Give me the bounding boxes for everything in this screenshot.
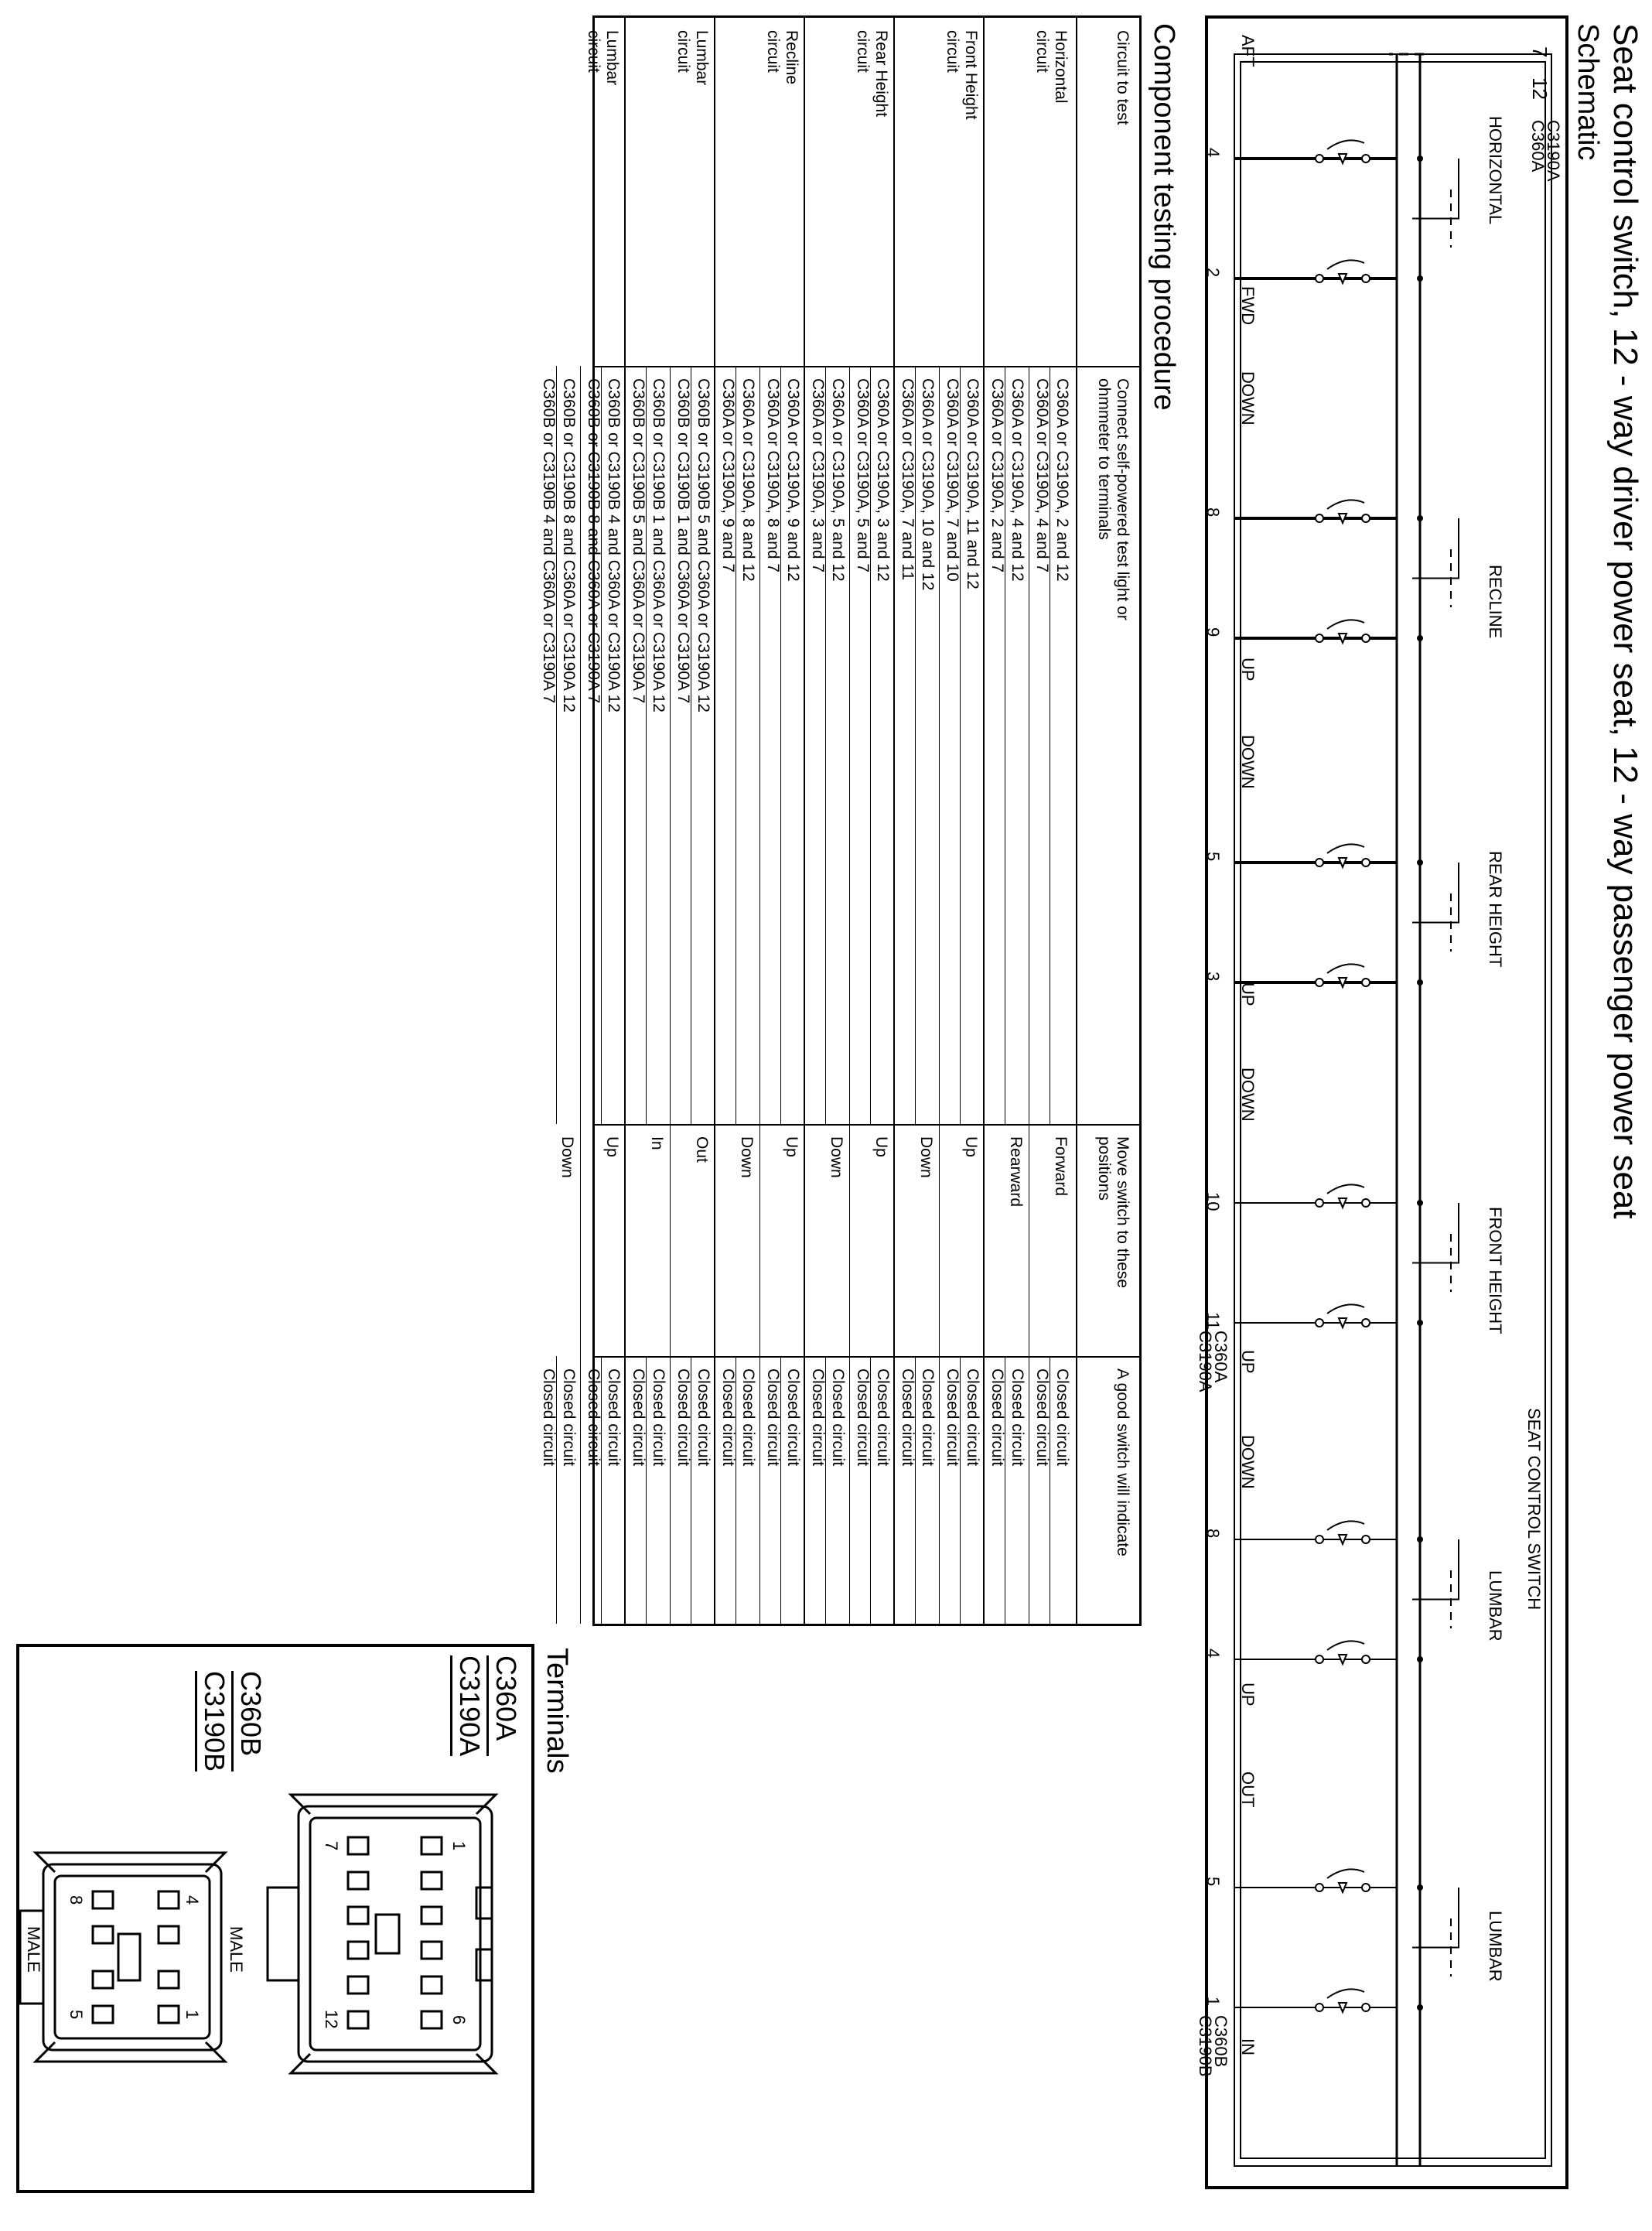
switch-position: Up [872,1136,890,1157]
table-row-terminals: C360A or C3190A, 7 and 11 [899,378,916,581]
pin-label: 2 [1203,268,1223,278]
pin-label: 12 [1528,77,1551,100]
connector-b-title: C360B C3190B [195,1671,268,1771]
switch-position: Out [693,1136,711,1163]
schematic-heading: Schematic [1572,23,1604,161]
table-row-result: Closed circuit [829,1368,847,1467]
table-row-terminals: C360A or C3190A, 3 and 7 [809,378,827,573]
connector-a-icon [268,1795,496,2073]
switch-position: In [648,1136,666,1150]
switch-position: Forward [1052,1136,1070,1197]
header-connect: Connect self-powered test light or ohmmeter to terminals [1095,378,1131,620]
table-row-terminals: C360A or C3190A, 2 and 12 [1053,378,1071,582]
table-row-terminals: C360A or C3190A, 8 and 12 [739,378,757,582]
position-label: DOWN [1238,1068,1258,1122]
table-row-terminals: C360B or C3190B 4 and C360A or C3190A 7 [540,378,558,704]
table-row-terminals: C360B or C3190B 1 and C360A or C3190A 12 [650,378,667,712]
section-label: HORIZONTAL [1486,116,1505,225]
switch-position: Down [738,1136,756,1178]
pin-label: 5 [1203,1877,1223,1887]
switch-position: Down [558,1136,576,1178]
page-title: Seat control switch, 12 - way driver power seat, 12 - way passenger power seat [1606,23,1644,1219]
table-row-terminals: C360B or C3190B 4 and C360A or C3190A 12 [605,378,623,712]
table-row-result: Closed circuit [695,1368,712,1467]
table-row-terminals: C360A or C3190A, 5 and 7 [854,378,872,573]
pin-label: 7 [322,1841,341,1851]
connector-b-icon [20,1853,225,2062]
pin-label: 8 [1203,1529,1223,1539]
circuit-name: Front Height circuit [944,30,980,120]
connector-a-pins-icon [348,1837,442,2028]
circuit-name: Horizontal circuit [1033,30,1070,104]
table-row-result: Closed circuit [719,1368,737,1467]
connector-b-pins-icon [93,1891,179,2023]
table-row-result: Closed circuit [1033,1368,1051,1467]
pin-label: 4 [1203,1648,1223,1659]
table-row-terminals: C360A or C3190A, 9 and 12 [784,378,802,582]
switch-position: Up [783,1136,800,1157]
circuit-name: Rear Height circuit [854,30,890,118]
procedure-heading: Component testing procedure [1148,23,1180,411]
table-row-result: Closed circuit [540,1368,558,1467]
pin-label: 12 [322,2010,341,2029]
connector-label: C360B C3190B [1196,2015,1230,2077]
table-row-terminals: C360B or C3190B 5 and C360A or C3190A 12 [695,378,712,712]
switch-position: Up [603,1136,621,1157]
position-label: UP [1238,658,1258,682]
switch-position: Rearward [1007,1136,1025,1208]
table-row-result: Closed circuit [674,1368,692,1467]
table-row-result: Closed circuit [899,1368,916,1467]
table-row-result: Closed circuit [784,1368,802,1467]
table-row-result: Closed circuit [988,1368,1006,1467]
position-label: AFT [1238,35,1258,67]
table-row-terminals: C360A or C3190A, 2 and 7 [988,378,1006,573]
position-label: IN [1238,2038,1258,2055]
table-row-result: Closed circuit [650,1368,667,1467]
table-row-terminals: C360A or C3190A, 7 and 10 [944,378,961,582]
table-row-result: Closed circuit [739,1368,757,1467]
table-row-result: Closed circuit [854,1368,872,1467]
header-circuit: Circuit to test [1114,30,1131,125]
terminals-heading: Terminals [541,1648,573,1774]
circuit-name: Lumbar circuit [674,30,711,86]
pin-label: 3 [1203,972,1223,982]
table-row-terminals: C360A or C3190A, 4 and 12 [1009,378,1026,582]
table-row-result: Closed circuit [585,1368,602,1467]
table-row-terminals: C360B or C3190B 8 and C360A or C3190A 12 [560,378,578,712]
header-good: A good switch will indicate [1114,1368,1131,1556]
header-move: Move switch to these positions [1095,1136,1131,1289]
table-row-result: Closed circuit [764,1368,782,1467]
table-row-terminals: C360A or C3190A, 5 and 12 [829,378,847,582]
table-row-terminals: C360A or C3190A, 3 and 12 [874,378,892,582]
table-row-result: Closed circuit [560,1368,578,1467]
pin-label: 8 [1203,507,1223,518]
table-row-result: Closed circuit [1053,1368,1071,1467]
pin-label: 5 [67,2010,86,2020]
section-label: LUMBAR [1486,1911,1505,1982]
section-label: REAR HEIGHT [1486,851,1505,968]
table-row-terminals: C360A or C3190A, 10 and 12 [919,378,937,591]
table-row-terminals: C360A or C3190A, 8 and 7 [764,378,782,573]
pin-label: 8 [67,1895,86,1905]
table-row-terminals: C360A or C3190A, 11 and 12 [964,378,981,589]
table-row-result: Closed circuit [630,1368,647,1467]
section-label: LUMBAR [1486,1570,1505,1642]
connector-label: C3190A C360A [1528,120,1563,182]
pin-label: 4 [183,1895,202,1905]
circuit-name: Recline circuit [764,30,800,85]
pin-label: 1 [449,1841,469,1851]
pin-label: 1 [183,2010,202,2020]
table-row-result: Closed circuit [874,1368,892,1467]
pin-label: 6 [449,2015,469,2025]
table-row-terminals: C360B or C3190B 1 and C360A or C3190A 7 [674,378,692,704]
position-label: FWD [1238,286,1258,326]
position-label: UP [1238,1683,1258,1707]
table-row-result: Closed circuit [1009,1368,1026,1467]
gender-label: MALE [24,1926,43,1973]
table-row-terminals: C360A or C3190A, 4 and 7 [1033,378,1051,573]
circuit-name: Lumbar circuit [585,30,621,86]
table-row-terminals: C360B or C3190B 8 and C360A or C3190A 7 [585,378,602,704]
position-label: UP [1238,1350,1258,1374]
switch-position: Down [828,1136,845,1178]
position-label: DOWN [1238,735,1258,789]
table-row-terminals: C360B or C3190B 5 and C360A or C3190A 7 [630,378,647,704]
switch-label: SEAT CONTROL SWITCH [1524,1408,1544,1611]
pin-label: 7 [1528,46,1551,58]
pin-label: 10 [1203,1192,1223,1211]
switch-position: Up [962,1136,980,1157]
table-row-result: Closed circuit [944,1368,961,1467]
pin-label: 1 [1203,1997,1223,2007]
position-label: DOWN [1238,1435,1258,1489]
table-row-terminals: C360A or C3190A, 9 and 7 [719,378,737,573]
table-row-result: Closed circuit [964,1368,981,1467]
connector-label: C360A C3190A [1196,1331,1230,1392]
position-label: OUT [1238,1771,1258,1808]
section-label: FRONT HEIGHT [1486,1207,1505,1334]
pin-label: 5 [1203,852,1223,862]
table-row-result: Closed circuit [605,1368,623,1467]
position-label: DOWN [1238,371,1258,425]
table-row-result: Closed circuit [919,1368,937,1467]
position-label: UP [1238,982,1258,1006]
table-row-result: Closed circuit [809,1368,827,1467]
connector-a-title: C360A C3190A [450,1655,523,1756]
section-label: RECLINE [1486,565,1505,639]
gender-label: MALE [227,1926,246,1973]
pin-label: 4 [1203,148,1223,158]
pin-label: 11 [1203,1312,1223,1330]
pin-label: 9 [1203,627,1223,637]
switch-position: Down [917,1136,935,1178]
